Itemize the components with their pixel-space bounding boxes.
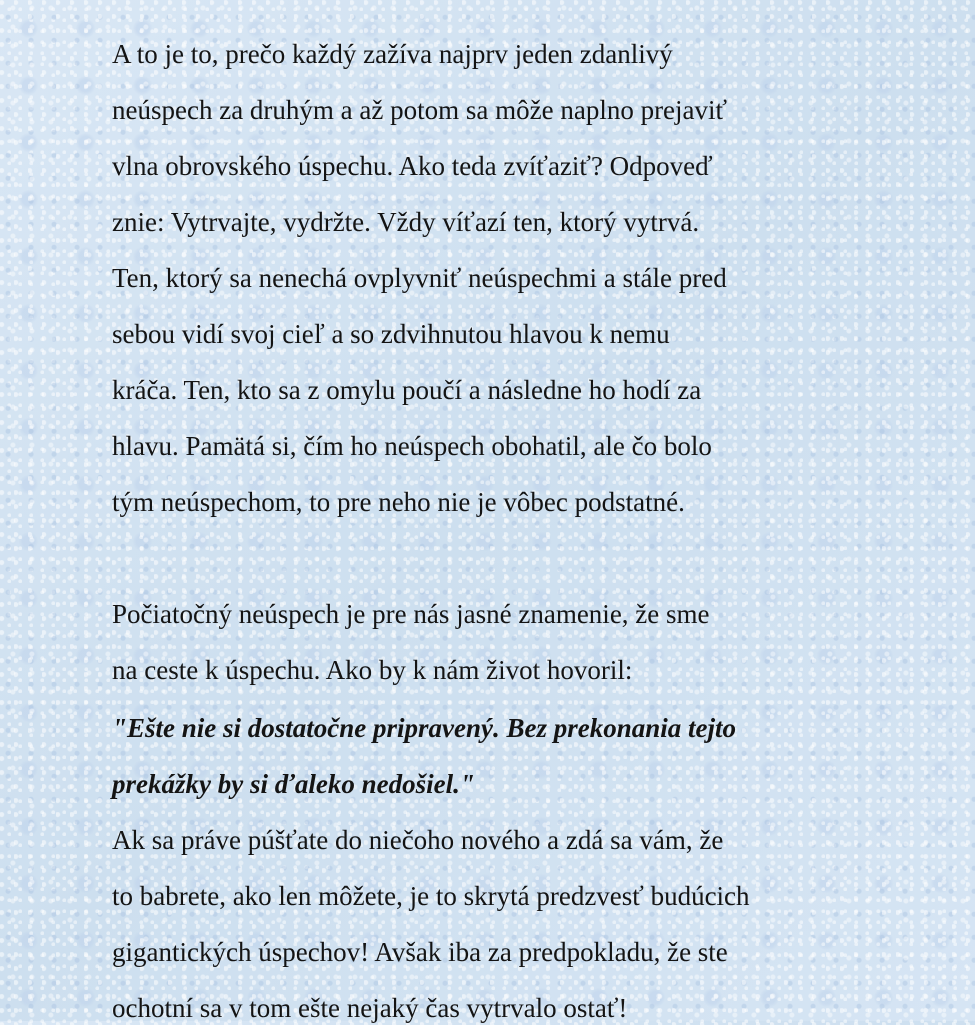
- paragraph-1-line-5: Ten, ktorý sa nenechá ovplyvniť neúspechmi a stále pred: [112, 263, 727, 293]
- paragraph-1-line-8: hlavu. Pamätá si, čím ho neúspech obohatil, ale čo bolo: [112, 431, 712, 461]
- paragraph-3-line-1: Ak sa práve púšťate do niečoho nového a zdá sa vám, že: [112, 825, 724, 855]
- paragraph-1-line-7: kráča. Ten, kto sa z omylu poučí a následne ho hodí za: [112, 375, 702, 405]
- paragraph-1-line-6: sebou vidí svoj cieľ a so zdvihnutou hlavou k nemu: [112, 319, 670, 349]
- paragraph-1-line-4: znie: Vytrvajte, vydržte. Vždy víťazí ten, ktorý vytrvá.: [112, 207, 700, 237]
- paragraph-3-line-2: to babrete, ako len môžete, je to skrytá predzvesť budúcich: [112, 881, 750, 911]
- paragraph-1-line-2: neúspech za druhým a až potom sa môže naplno prejaviť: [112, 95, 728, 125]
- paragraph-2-line-1: Počiatočný neúspech je pre nás jasné znamenie, že sme: [112, 599, 710, 629]
- paragraph-3-line-4: ochotní sa v tom ešte nejaký čas vytrvalo ostať!: [112, 993, 628, 1023]
- document-page: [112, 0, 932, 1021]
- quote-line-1: "Ešte nie si dostatočne pripravený. Bez prekonania tejto: [112, 713, 736, 743]
- paragraph-2-line-2: na ceste k úspechu. Ako by k nám život hovoril:: [112, 655, 633, 685]
- quote-line-2: prekážky by si ďaleko nedošiel.": [112, 769, 475, 799]
- paragraph-1-line-1: A to je to, prečo každý zažíva najprv jeden zdanlivý: [112, 39, 673, 69]
- paragraph-1-line-9: tým neúspechom, to pre neho nie je vôbec podstatné.: [112, 487, 685, 517]
- paragraph-1-line-3: vlna obrovského úspechu. Ako teda zvíťaziť? Odpoveď: [112, 151, 713, 181]
- paragraph-3-line-3: gigantických úspechov! Avšak iba za predpokladu, že ste: [112, 937, 728, 967]
